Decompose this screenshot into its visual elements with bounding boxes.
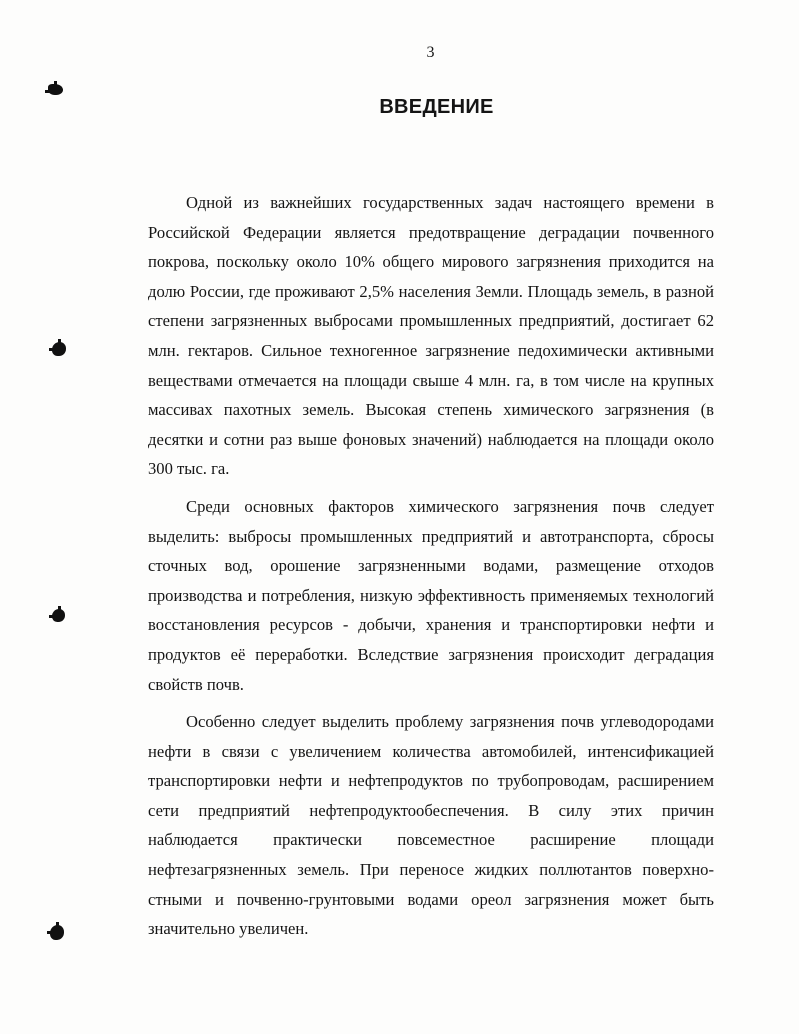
scan-punch-mark bbox=[48, 84, 63, 95]
scan-punch-mark bbox=[52, 342, 66, 356]
page-number: 3 bbox=[426, 44, 435, 61]
paragraph-2: Среди основных факторов химического загрязнения почв следует выделить: выбросы промышленных предприятий и автотранспорта, сбросы сточных вод, орошение загрязненными водами, размещение отходов производства и потребления, низкую эффективность применяемых технологий восстановления ресурсов - добычи, хранения и транспортировки нефти и продуктов её переработки. Вследствие загрязнения происходит деградация свойств почв. bbox=[148, 496, 714, 694]
paragraph-3: Особенно следует выделить проблему загрязнения почв углеводородами нефти в связи с увеличением количества автомобилей, интенсификацией транспортировки нефти и нефтепродуктов по трубопроводам, расширением сети предприятий нефтепродуктообеспечения. В силу этих причин наблюдается практически повсеместное расширение площади нефтезагрязненных земель. При переносе жидких поллютантов поверхностными и почвенно-грунтовыми водами ореол загрязнения может быть значительно увеличен. bbox=[148, 712, 714, 939]
scan-punch-mark bbox=[50, 925, 64, 940]
paragraph-1: Одной из важнейших государственных задач настоящего времени в Российской Федерации является предотвращение деградации почвенного покрова, поскольку около 10% общего мирового загрязнения приходится на долю России, где проживают 2,5% населения Земли. Площадь земель, в разной степени загрязненных выбросами промышленных предприятий, достигает 62 млн. гектаров. Сильное техногенное загрязнение педохимически активными веществами отмечается на площади свыше 4 млн. га, в том числе на крупных массивах пахотных земель. Высокая степень химического загрязнения (в десятки и сотни раз выше фоновых значений) наблюдается на площади около 300 тыс. га. bbox=[148, 193, 714, 479]
section-heading: ВВЕДЕНИЕ bbox=[379, 96, 494, 118]
body-text bbox=[148, 188, 714, 952]
scan-punch-mark bbox=[52, 609, 65, 622]
